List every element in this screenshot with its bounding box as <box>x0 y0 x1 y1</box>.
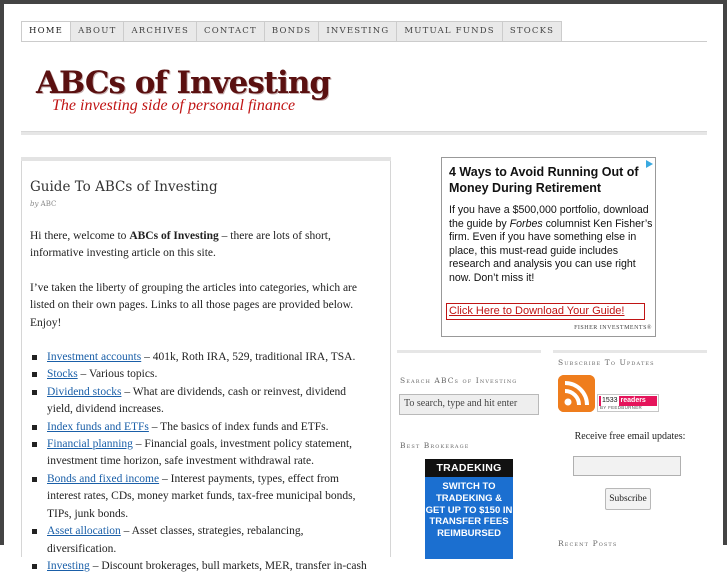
feedburner-credit: BY FEEDBURNER <box>600 405 643 410</box>
email-field[interactable] <box>573 456 681 476</box>
category-link[interactable]: Investment accounts <box>47 351 142 364</box>
feedburner-badge[interactable] <box>597 394 659 412</box>
rss-icon[interactable] <box>558 375 595 412</box>
nav-contact[interactable]: CONTACT <box>197 21 265 42</box>
category-link[interactable]: Dividend stocks <box>47 385 122 398</box>
list-item: Investing – Discount brokerages, bull markets, MER, transfer in-cash <box>30 558 370 575</box>
tradeking-logo: TRADEKING <box>425 459 513 477</box>
list-item: Asset allocation – Asset classes, strategies, rebalancing, diversification. <box>30 523 370 558</box>
brokerage-widget-title: Best Brokerage <box>400 441 470 450</box>
nav-about[interactable]: ABOUT <box>71 21 124 42</box>
nav-archives[interactable]: ARCHIVES <box>124 21 197 42</box>
post-author[interactable]: ABC <box>40 200 57 208</box>
list-item: Investment accounts – 401k, Roth IRA, 529, traditional IRA, TSA. <box>30 349 370 366</box>
intro-paragraph-1: Hi there, welcome to ABCs of Investing – there are lots of short, informative investing article on this site. <box>30 230 331 260</box>
email-updates-label: Receive free email updates: <box>574 431 686 442</box>
header-divider <box>21 131 707 135</box>
subscribe-widget-title: Subscribe To Updates <box>558 358 655 367</box>
category-link[interactable]: Investing <box>47 559 90 572</box>
main-nav <box>21 21 562 42</box>
site-tagline: The investing side of personal finance <box>52 97 296 114</box>
ad-text: If you have a $500,000 portfolio, download the guide by Forbes columnist Ken Fisher’s firm. Even if you have something else in place, this must-read guide includes research and analysis you can use right now. Don’t miss it! <box>449 204 653 284</box>
category-list <box>30 349 370 575</box>
site-logo[interactable] <box>36 66 330 115</box>
sidebar-right <box>553 350 707 550</box>
feed-count: 1533 readers <box>599 396 657 406</box>
ad-download-button[interactable]: Click Here to Download Your Guide! <box>446 303 645 320</box>
site-title: ABCs of Investing <box>36 65 331 101</box>
category-link[interactable]: Bonds and fixed income <box>47 472 160 485</box>
ad-headline[interactable]: 4 Ways to Avoid Running Out of Money During Retirement <box>449 165 639 195</box>
list-item: Dividend stocks – What are dividends, cash or reinvest, dividend yield, dividend increases. <box>30 384 370 419</box>
list-item: Bonds and fixed income – Interest payments, types, effect from interest rates, CDs, money market funds, tax-free municipal bonds, TIPs, junk bonds. <box>30 471 370 523</box>
post-title[interactable]: Guide To ABCs of Investing <box>30 179 218 195</box>
category-link[interactable]: Financial planning <box>47 438 133 451</box>
search-input[interactable]: To search, type and hit enter <box>399 394 539 415</box>
category-link[interactable]: Stocks <box>47 368 78 381</box>
category-link[interactable]: Index funds and ETFs <box>47 420 149 433</box>
main-content <box>21 157 391 572</box>
nav-divider <box>21 41 707 42</box>
list-item: Financial planning – Financial goals, investment policy statement, investment time horizon, safe investment withdrawal rate. <box>30 436 370 471</box>
subscribe-button[interactable]: Subscribe <box>605 488 651 510</box>
intro-paragraph-2: I’ve taken the liberty of grouping the articles into categories, which are listed on their own pages. Links to all those pages are provided below. Enjoy! <box>30 281 357 329</box>
tradeking-banner[interactable] <box>425 459 513 559</box>
nav-mutual-funds[interactable]: MUTUAL FUNDS <box>397 21 502 42</box>
list-item: Stocks – Various topics. <box>30 366 370 383</box>
post-body <box>30 228 370 575</box>
sidebar-left <box>397 350 541 550</box>
nav-bonds[interactable]: BONDS <box>265 21 319 42</box>
nav-investing[interactable]: INVESTING <box>319 21 397 42</box>
tradeking-offer: SWITCH TO TRADEKING & GET UP TO $150 IN TRANSFER FEES REIMBURSED <box>425 481 513 540</box>
category-link[interactable]: Asset allocation <box>47 525 121 538</box>
list-item: Index funds and ETFs – The basics of index funds and ETFs. <box>30 419 370 436</box>
retirement-ad[interactable] <box>441 157 656 337</box>
nav-home[interactable]: HOME <box>22 21 71 42</box>
post-meta <box>30 200 56 208</box>
search-widget-title: Search ABCs of Investing <box>400 376 518 385</box>
nav-stocks[interactable]: STOCKS <box>503 21 562 42</box>
ad-brand: FISHER INVESTMENTS® <box>574 325 652 331</box>
recent-posts-title: Recent Posts <box>558 539 618 548</box>
post-meta-by: by <box>30 200 39 208</box>
